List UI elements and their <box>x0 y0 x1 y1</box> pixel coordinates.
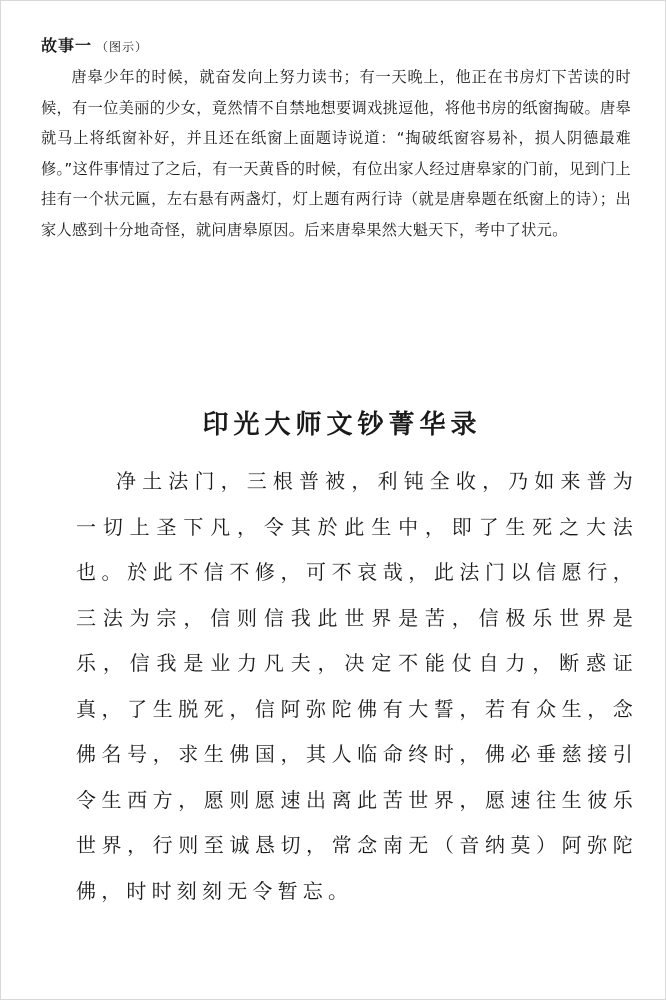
essay-section <box>76 405 638 914</box>
essay-paragraph: 净土法门，三根普被，利钝全收，乃如来普为一切上圣下凡，令其於此生中，即了生死之大法也。於此不信不修，可不哀哉，此法门以信愿行，三法为宗，信则信我此世界是苦，信极乐世界是乐，信我是业力凡夫，决定不能仗自力，断惑证真，了生脱死，信阿弥陀佛有大誓，若有众生，念佛名号，求生佛国，其人临命终时，佛必垂慈接引令生西方，愿则愿速出离此苦世界，愿速往生彼乐世界，行则至诚恳切，常念南无（音纳莫）阿弥陀佛，时时刻刻无令暂忘。 <box>76 469 638 903</box>
story-title: 故事一 <box>41 36 93 55</box>
story-heading <box>41 35 631 58</box>
story-title-note: （图示） <box>96 40 149 54</box>
story-paragraph: 唐皋少年的时候，就奋发向上努力读书；有一天晚上，他正在书房灯下苦读的时候，有一位美丽的少女，竟然情不自禁地想要调戏挑逗他，将他书房的纸窗掏破。唐皋就马上将纸窗补好，并且还在纸窗上面题诗说道：“掏破纸窗容易补，损人阴德最难修。”这件事情过了之后，有一天黄昏的时候，有位出家人经过唐皋家的门前，见到门上挂有一个状元匾，左右悬有两盏灯，灯上题有两行诗（就是唐皋题在纸窗上的诗）；出家人感到十分地奇怪，就问唐皋原因。后来唐皋果然大魁天下，考中了状元。 <box>41 68 631 239</box>
story-section <box>41 35 631 246</box>
essay-title: 印光大师文钞菁华录 <box>202 410 482 440</box>
